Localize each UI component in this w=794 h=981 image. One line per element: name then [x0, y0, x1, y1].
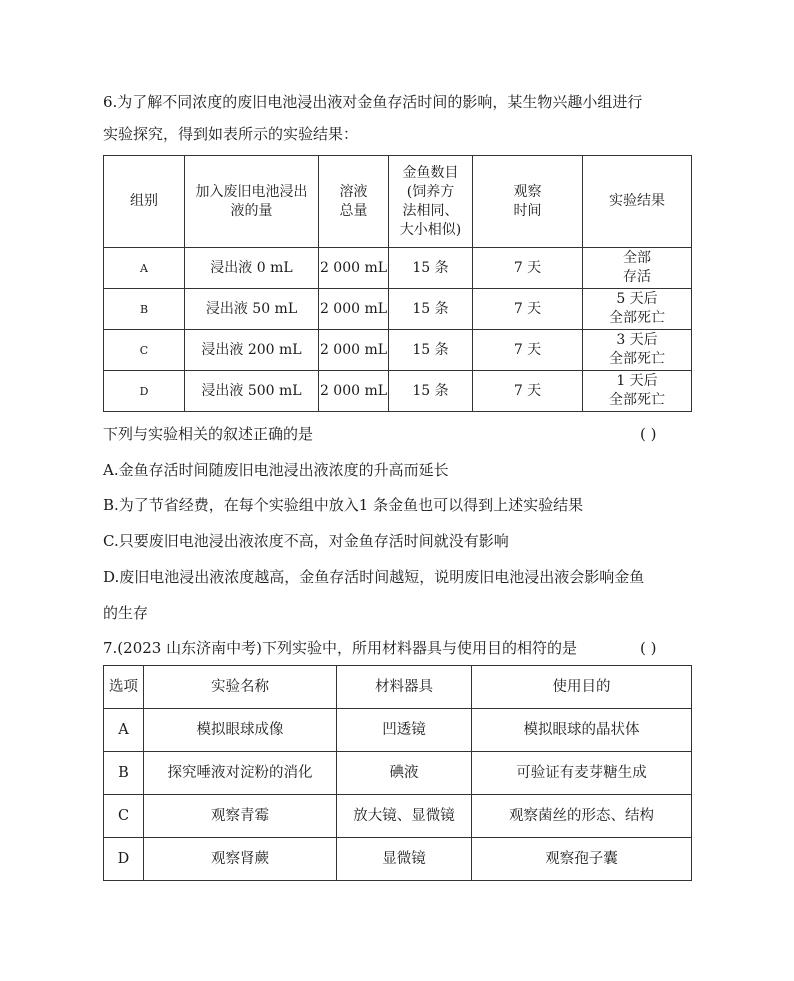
- option-cell: D: [104, 838, 144, 881]
- table-row: [104, 838, 692, 881]
- q7-table: [103, 665, 692, 881]
- amount-cell: 浸出液 0 mL: [185, 248, 319, 289]
- name-cell: 观察青霉: [144, 795, 337, 838]
- material-cell: 凹透镜: [337, 709, 472, 752]
- result-cell: 1 天后 全部死亡: [583, 371, 692, 412]
- name-cell: 探究唾液对淀粉的消化: [144, 752, 337, 795]
- fish-cell: 15 条: [389, 330, 473, 371]
- q6-header-time: 观察 时间: [473, 156, 583, 248]
- q6-option-a: A.金鱼存活时间随废旧电池浸出液浓度的升高而延长: [103, 461, 449, 479]
- option-cell: A: [104, 709, 144, 752]
- material-cell: 碘液: [337, 752, 472, 795]
- q6-header-total: 溶液 总量: [319, 156, 389, 248]
- q7-stem: 7.(2023 山东济南中考)下列实验中，所用材料器具与使用目的相符的是: [103, 639, 577, 657]
- q6-answer-paren: ( ): [640, 425, 657, 443]
- total-cell: 2 000 mL: [319, 330, 389, 371]
- group-cell: B: [104, 289, 185, 330]
- table-row: [104, 709, 692, 752]
- purpose-cell: 观察菌丝的形态、结构: [472, 795, 692, 838]
- time-cell: 7 天: [473, 330, 583, 371]
- amount-cell: 浸出液 500 mL: [185, 371, 319, 412]
- fish-cell: 15 条: [389, 248, 473, 289]
- table-row: [104, 795, 692, 838]
- name-cell: 模拟眼球成像: [144, 709, 337, 752]
- q7-answer-paren: ( ): [640, 639, 657, 657]
- table-row: [104, 330, 692, 371]
- purpose-cell: 观察孢子囊: [472, 838, 692, 881]
- q6-option-d-line1: D.废旧电池浸出液浓度越高，金鱼存活时间越短，说明废旧电池浸出液会影响金鱼: [103, 568, 645, 586]
- q6-header-group: 组别: [104, 156, 185, 248]
- time-cell: 7 天: [473, 289, 583, 330]
- q6-header-amount: 加入废旧电池浸出 液的量: [185, 156, 319, 248]
- q7-table-header-row: [104, 666, 692, 709]
- q7-header-option: 选项: [104, 666, 144, 709]
- amount-cell: 浸出液 50 mL: [185, 289, 319, 330]
- q7-header-purpose: 使用目的: [472, 666, 692, 709]
- total-cell: 2 000 mL: [319, 371, 389, 412]
- q7-header-name: 实验名称: [144, 666, 337, 709]
- q6-question: 下列与实验相关的叙述正确的是: [103, 425, 314, 443]
- name-cell: 观察肾蕨: [144, 838, 337, 881]
- result-cell: 全部 存活: [583, 248, 692, 289]
- table-row: [104, 371, 692, 412]
- q6-header-fish: 金鱼数目 (饲养方 法相同、 大小相似): [389, 156, 473, 248]
- q6-stem-line2: 实验探究，得到如表所示的实验结果：: [103, 125, 359, 143]
- group-cell: C: [104, 330, 185, 371]
- q6-option-c: C.只要废旧电池浸出液浓度不高，对金鱼存活时间就没有影响: [103, 532, 509, 550]
- q6-option-b: B.为了节省经费，在每个实验组中放入1 条金鱼也可以得到上述实验结果: [103, 496, 584, 514]
- purpose-cell: 可验证有麦芽糖生成: [472, 752, 692, 795]
- amount-cell: 浸出液 200 mL: [185, 330, 319, 371]
- purpose-cell: 模拟眼球的晶状体: [472, 709, 692, 752]
- result-cell: 5 天后 全部死亡: [583, 289, 692, 330]
- q6-option-d-line2: 的生存: [103, 604, 149, 622]
- option-cell: B: [104, 752, 144, 795]
- fish-cell: 15 条: [389, 289, 473, 330]
- table-row: [104, 248, 692, 289]
- total-cell: 2 000 mL: [319, 248, 389, 289]
- total-cell: 2 000 mL: [319, 289, 389, 330]
- material-cell: 放大镜、显微镜: [337, 795, 472, 838]
- q6-table: [103, 155, 692, 412]
- q7-header-material: 材料器具: [337, 666, 472, 709]
- group-cell: A: [104, 248, 185, 289]
- fish-cell: 15 条: [389, 371, 473, 412]
- table-row: [104, 752, 692, 795]
- time-cell: 7 天: [473, 371, 583, 412]
- material-cell: 显微镜: [337, 838, 472, 881]
- q6-header-result: 实验结果: [583, 156, 692, 248]
- q6-table-header-row: [104, 156, 692, 248]
- group-cell: D: [104, 371, 185, 412]
- option-cell: C: [104, 795, 144, 838]
- result-cell: 3 天后 全部死亡: [583, 330, 692, 371]
- time-cell: 7 天: [473, 248, 583, 289]
- table-row: [104, 289, 692, 330]
- q6-stem-line1: 6.为了解不同浓度的废旧电池浸出液对金鱼存活时间的影响，某生物兴趣小组进行: [103, 93, 643, 111]
